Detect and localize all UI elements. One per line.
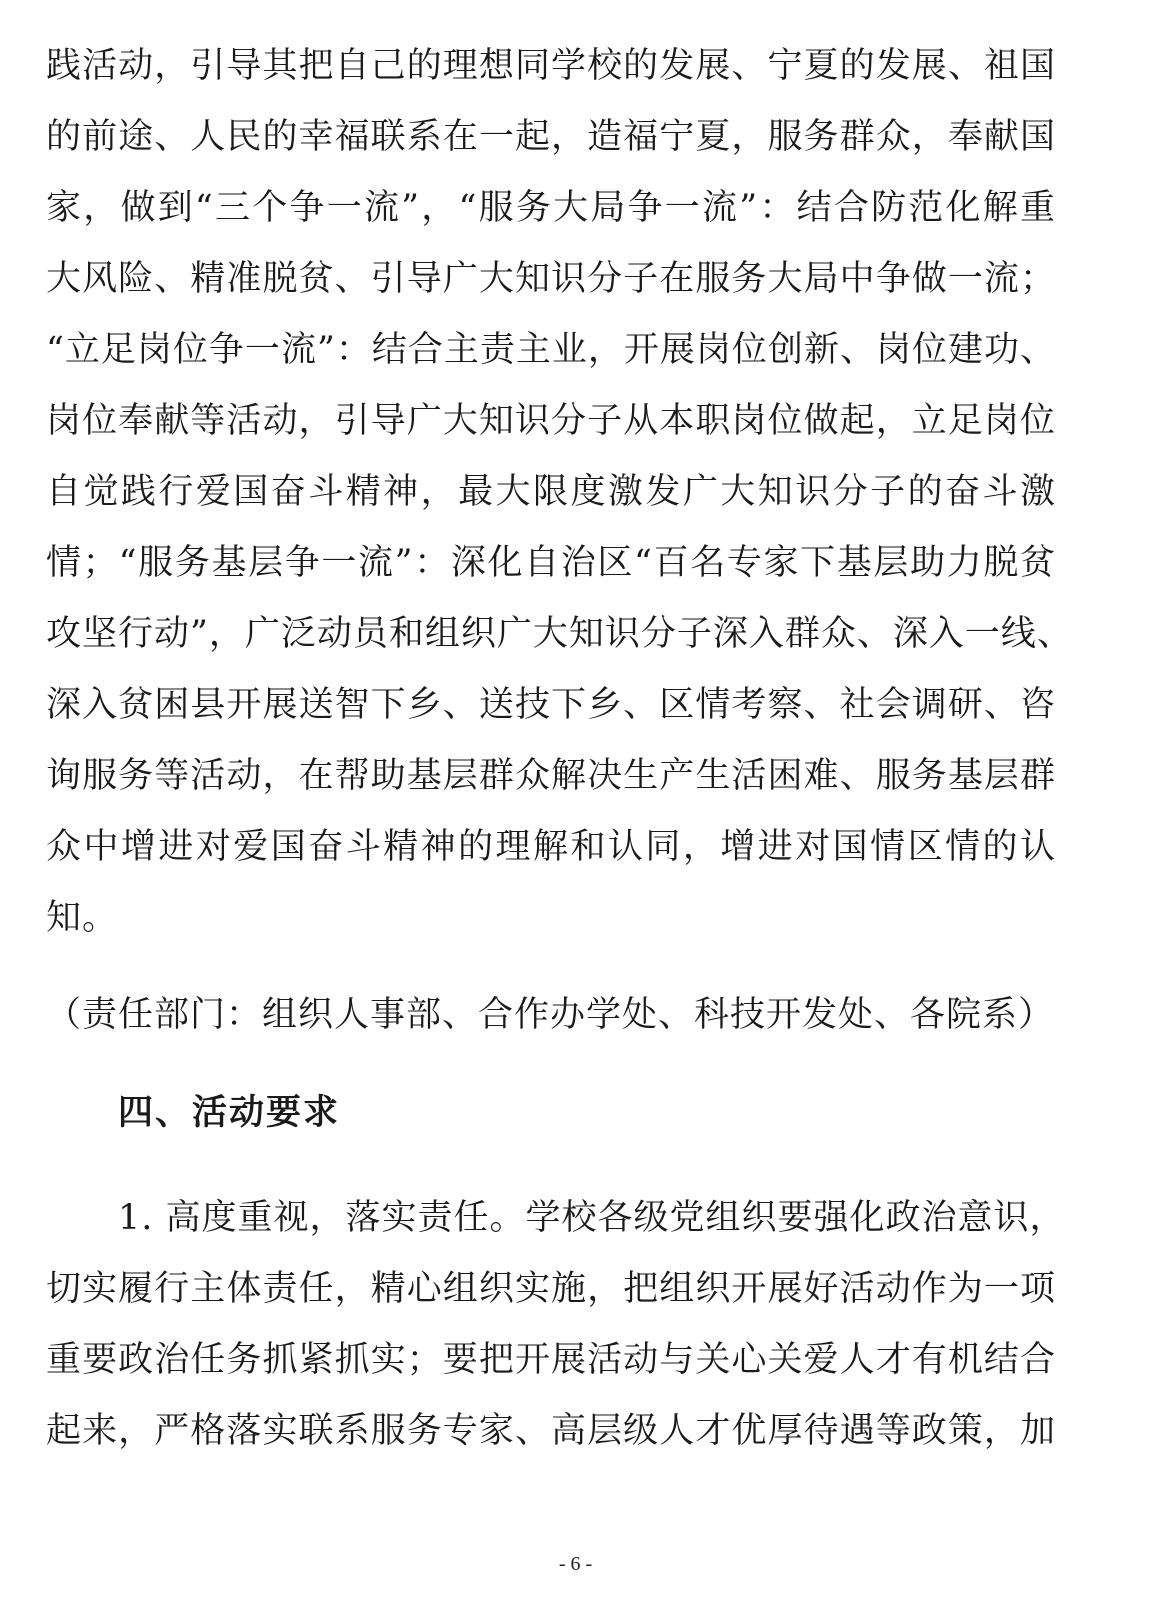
text-line: 起来，严格落实联系服务专家、高层级人才优厚待遇等政策，加 bbox=[46, 1411, 1056, 1451]
text-line: “立足岗位争一流”：结合主责主业，开展岗位创新、岗位建功、 bbox=[46, 330, 1056, 370]
text-line: 岗位奉献等活动，引导广大知识分子从本职岗位做起，立足岗位 bbox=[46, 401, 1056, 441]
page-number: - 6 - bbox=[558, 1553, 593, 1575]
text-line: 1. 高度重视，落实责任。学校各级党组织要强化政治意识， bbox=[118, 1198, 1066, 1238]
text-line: 询服务等活动，在帮助基层群众解决生产生活困难、服务基层群 bbox=[46, 756, 1056, 796]
text-line: 深入贫困县开展送智下乡、送技下乡、区情考察、社会调研、咨 bbox=[46, 685, 1056, 725]
text-line: 大风险、精准脱贫、引导广大知识分子在服务大局中争做一流； bbox=[46, 259, 1056, 299]
responsible-departments: （责任部门：组织人事部、合作办学处、科技开发处、各院系） bbox=[46, 995, 1055, 1035]
text-line: 的前途、人民的幸福联系在一起，造福宁夏，服务群众，奉献国 bbox=[46, 117, 1056, 157]
text-line: 切实履行主体责任，精心组织实施，把组织开展好活动作为一项 bbox=[46, 1269, 1056, 1309]
text-line: 家，做到“三个争一流”，“服务大局争一流”：结合防范化解重 bbox=[46, 188, 1056, 228]
text-line: 知。 bbox=[46, 898, 119, 938]
section-heading: 四、活动要求 bbox=[118, 1093, 341, 1133]
text-line: 情；“服务基层争一流”：深化自治区“百名专家下基层助力脱贫 bbox=[46, 543, 1056, 583]
text-line: 众中增进对爱国奋斗精神的理解和认同，增进对国情区情的认 bbox=[46, 827, 1056, 867]
text-line: 践活动，引导其把自己的理想同学校的发展、宁夏的发展、祖国 bbox=[46, 46, 1056, 86]
text-line: 自觉践行爱国奋斗精神，最大限度激发广大知识分子的奋斗激 bbox=[46, 472, 1056, 512]
text-line: 重要政治任务抓紧抓实；要把开展活动与关心关爱人才有机结合 bbox=[46, 1340, 1056, 1380]
text-line: 攻坚行动”，广泛动员和组织广大知识分子深入群众、深入一线、 bbox=[46, 614, 1073, 654]
